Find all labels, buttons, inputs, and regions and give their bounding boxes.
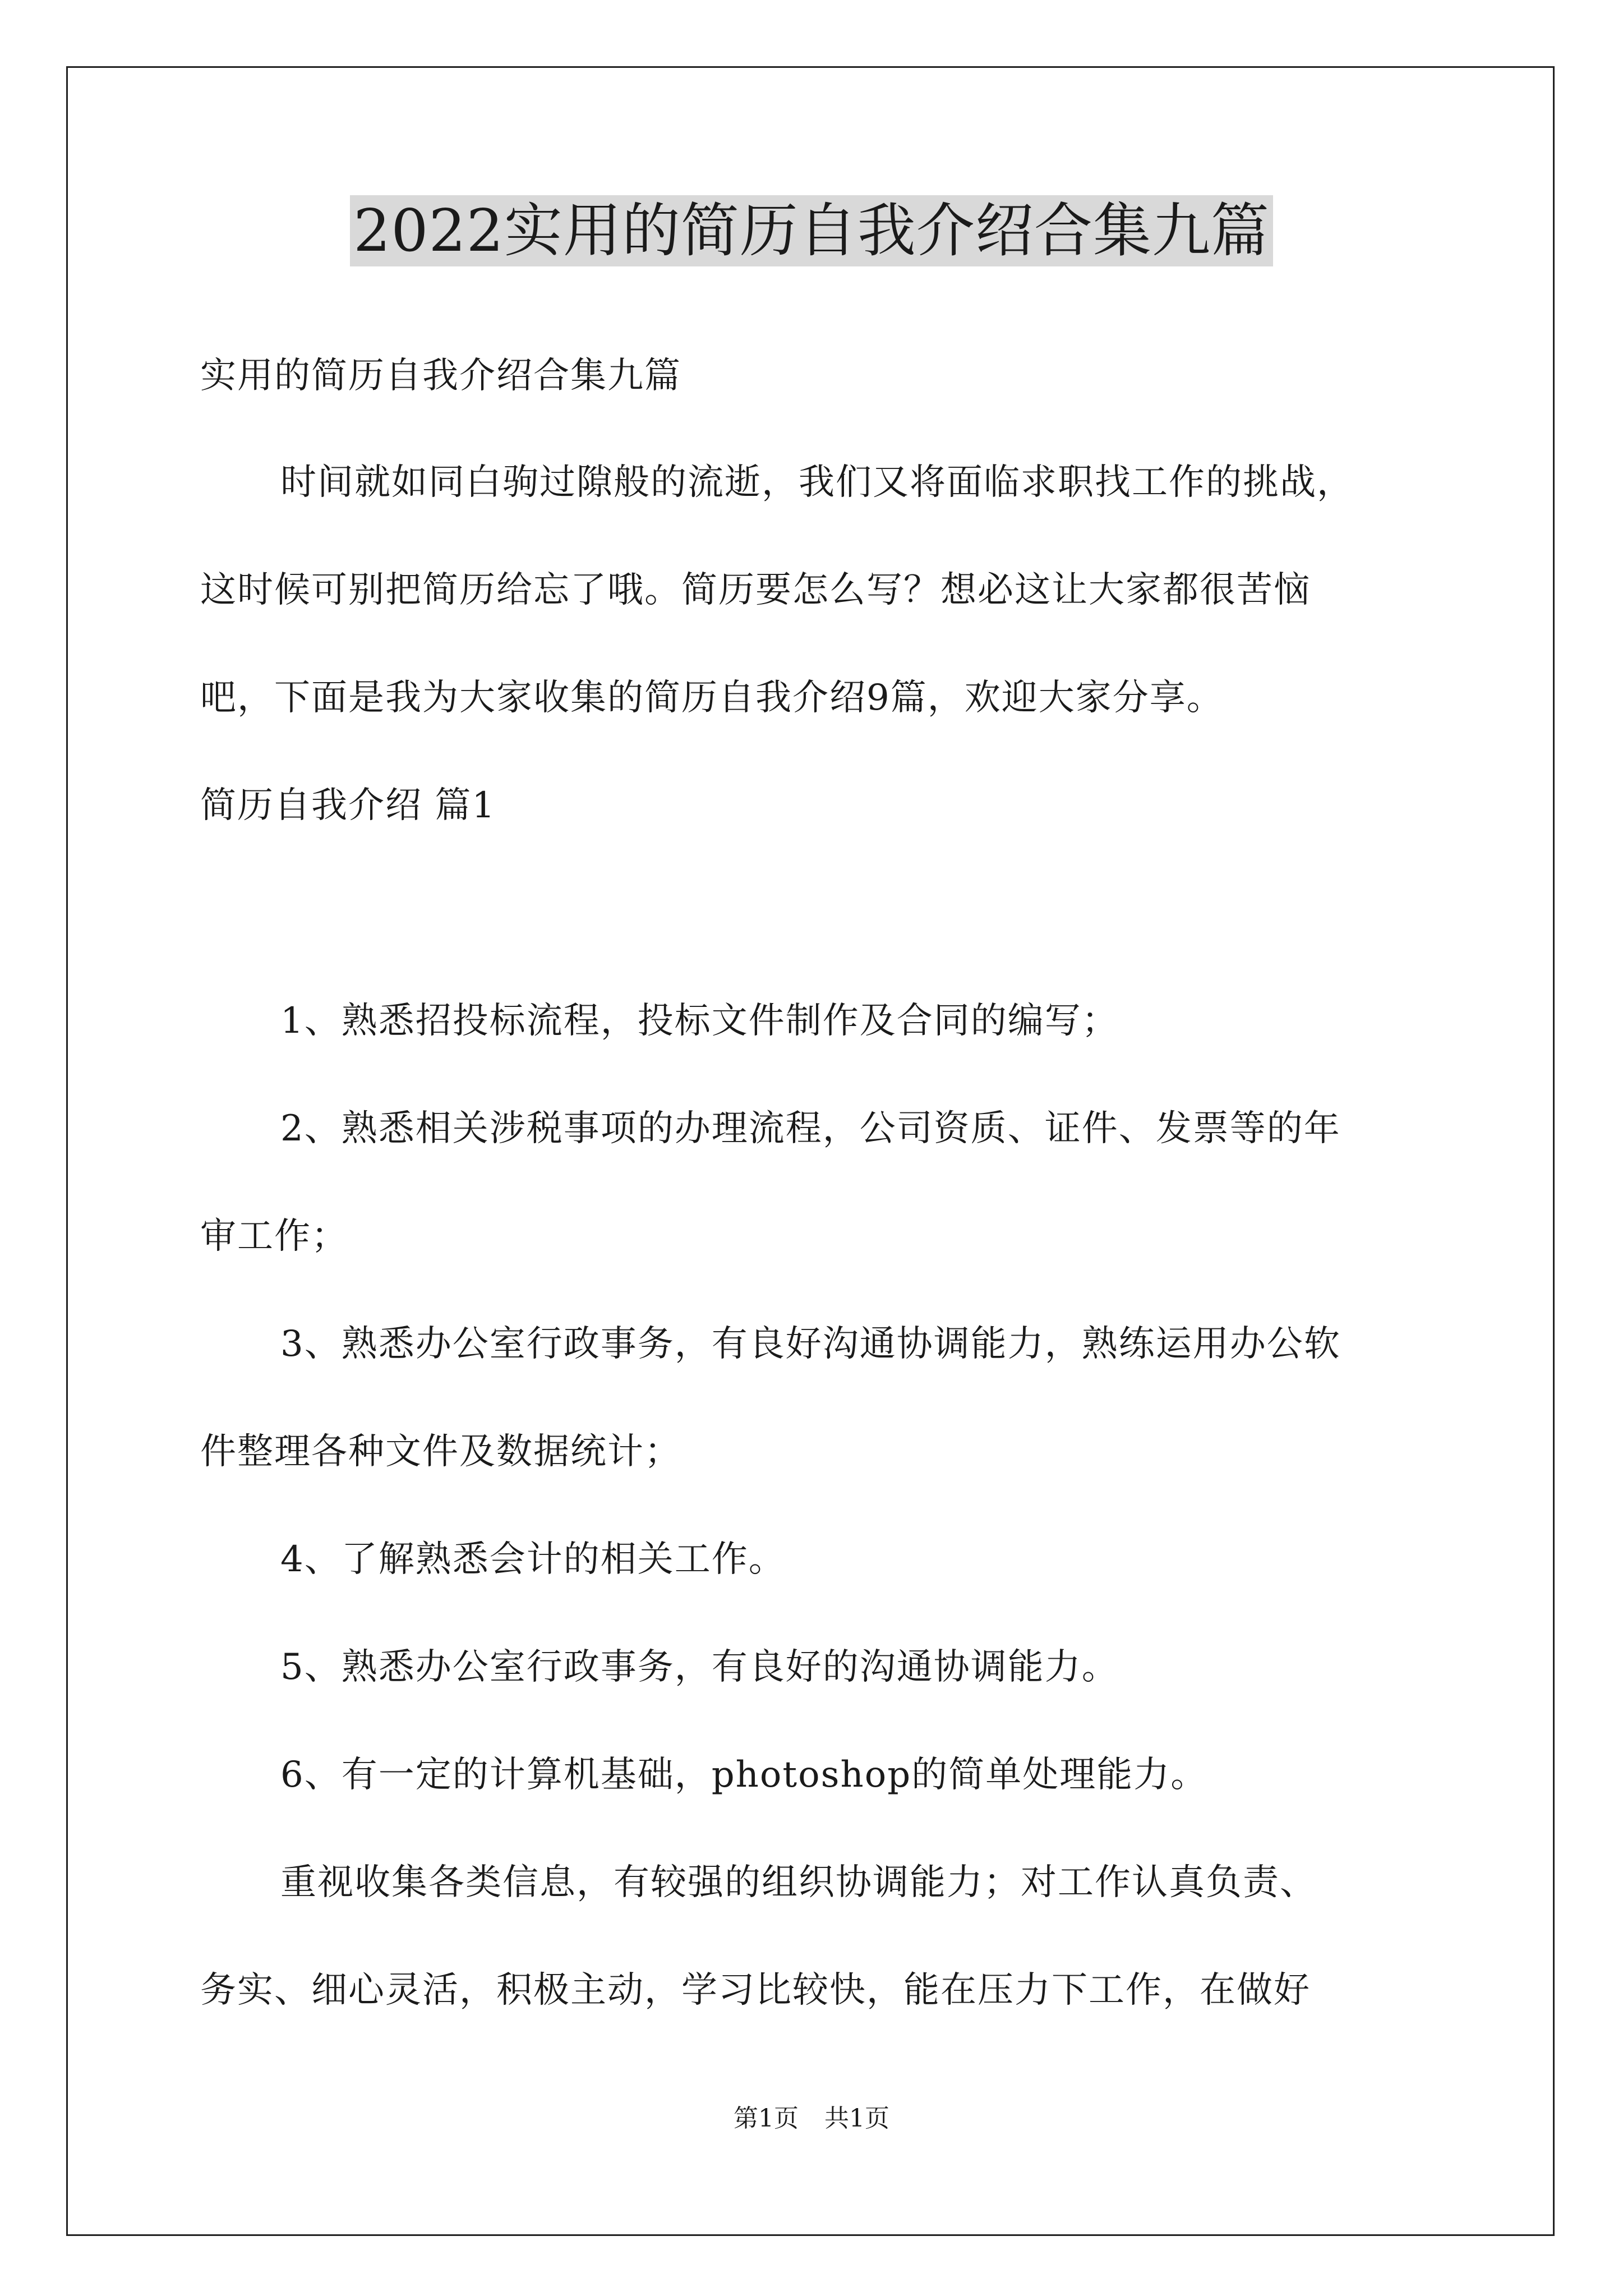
document-title: 2022实用的简历自我介绍合集九篇 bbox=[350, 195, 1273, 266]
list-item-continuation: 审工作； bbox=[200, 1216, 348, 1257]
page-total: 共1页 bbox=[824, 2104, 889, 2133]
closing-line-2: 务实、细心灵活，积极主动，学习比较快，能在压力下工作，在做好 bbox=[200, 1970, 1311, 2011]
section-heading: 简历自我介绍 篇1 bbox=[200, 785, 496, 826]
closing-line-1: 重视收集各类信息，有较强的组织协调能力；对工作认真负责、 bbox=[280, 1862, 1317, 1903]
list-item: 1、熟悉招投标流程，投标文件制作及合同的编写； bbox=[280, 1000, 1119, 1042]
list-item: 4、了解熟悉会计的相关工作。 bbox=[280, 1539, 786, 1580]
page-number: 第1页 bbox=[734, 2104, 799, 2133]
list-item: 2、熟悉相关涉税事项的办理流程，公司资质、证件、发票等的年 bbox=[280, 1108, 1341, 1149]
list-item: 5、熟悉办公室行政事务，有良好的沟通协调能力。 bbox=[280, 1646, 1119, 1688]
list-item: 3、熟悉办公室行政事务，有良好沟通协调能力，熟练运用办公软 bbox=[280, 1323, 1341, 1365]
list-item: 6、有一定的计算机基础，photoshop的简单处理能力。 bbox=[280, 1754, 1208, 1796]
intro-line-3: 吧，下面是我为大家收集的简历自我介绍9篇，欢迎大家分享。 bbox=[200, 677, 1224, 719]
intro-line-1: 时间就如同白驹过隙般的流逝，我们又将面临求职找工作的挑战， bbox=[280, 462, 1354, 503]
list-item-continuation: 件整理各种文件及数据统计； bbox=[200, 1431, 681, 1473]
subtitle: 实用的简历自我介绍合集九篇 bbox=[200, 355, 681, 397]
intro-line-2: 这时候可别把简历给忘了哦。简历要怎么写？想必这让大家都很苦恼 bbox=[200, 569, 1311, 611]
title-container bbox=[0, 195, 1623, 266]
page-footer bbox=[0, 2106, 1623, 2131]
